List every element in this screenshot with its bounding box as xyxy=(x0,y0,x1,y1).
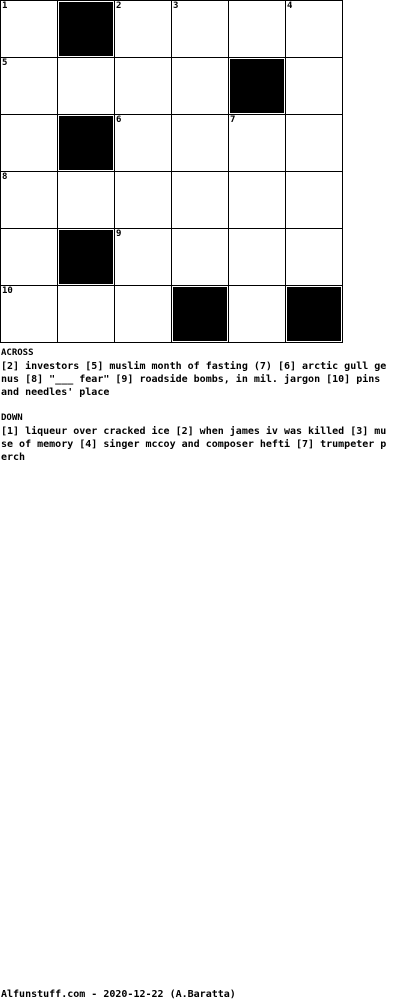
grid-cell[interactable] xyxy=(58,172,115,229)
grid-cell[interactable] xyxy=(286,115,343,172)
down-heading: DOWN xyxy=(1,413,23,423)
grid-cell[interactable] xyxy=(172,115,229,172)
grid-cell[interactable] xyxy=(115,58,172,115)
clue-number: 1 xyxy=(2,1,8,11)
clue-number: 7 xyxy=(230,115,236,125)
grid-cell[interactable] xyxy=(229,286,286,343)
grid-cell[interactable] xyxy=(172,58,229,115)
grid-cell[interactable] xyxy=(286,229,343,286)
clue-number: 3 xyxy=(173,1,179,11)
across-heading: ACROSS xyxy=(1,348,34,358)
grid-cell[interactable] xyxy=(286,1,343,58)
grid-cell[interactable] xyxy=(286,172,343,229)
black-cell xyxy=(58,115,115,172)
crossword-grid xyxy=(0,0,343,343)
clue-number: 5 xyxy=(2,58,8,68)
grid-cell[interactable] xyxy=(172,229,229,286)
grid-cell[interactable] xyxy=(229,1,286,58)
grid-cell[interactable] xyxy=(1,229,58,286)
grid-cell[interactable] xyxy=(115,1,172,58)
black-cell xyxy=(286,286,343,343)
black-cell xyxy=(172,286,229,343)
grid-cell[interactable] xyxy=(115,172,172,229)
black-cell xyxy=(229,58,286,115)
grid-cell[interactable] xyxy=(172,172,229,229)
grid-cell[interactable] xyxy=(115,115,172,172)
grid-cell[interactable] xyxy=(286,58,343,115)
grid-cell[interactable] xyxy=(1,172,58,229)
grid-cell[interactable] xyxy=(115,286,172,343)
grid-cell[interactable] xyxy=(115,229,172,286)
clue-number: 6 xyxy=(116,115,122,125)
clue-number: 4 xyxy=(287,1,293,11)
clues-panel xyxy=(1,347,387,464)
across-clues: [2] investors [5] muslim month of fasting (7) [6] arctic gull genus [8] "___ fear" [9] roadside bombs, in mil. jargon [10] pins and needles' place xyxy=(1,361,387,398)
black-cell xyxy=(58,1,115,58)
footer-credit: Alfunstuff.com - 2020-12-22 (A.Baratta) xyxy=(1,989,236,1000)
grid-cell[interactable] xyxy=(1,115,58,172)
clue-number: 10 xyxy=(2,286,13,296)
grid-cell[interactable] xyxy=(1,58,58,115)
grid-cell[interactable] xyxy=(229,172,286,229)
down-clues: [1] liqueur over cracked ice [2] when james iv was killed [3] muse of memory [4] singer mccoy and composer hefti [7] trumpeter perch xyxy=(1,426,387,463)
clue-number: 9 xyxy=(116,229,122,239)
clue-number: 2 xyxy=(116,1,122,11)
grid-cell[interactable] xyxy=(229,115,286,172)
black-cell xyxy=(58,229,115,286)
grid-cell[interactable] xyxy=(229,229,286,286)
grid-cell[interactable] xyxy=(172,1,229,58)
grid-cell[interactable] xyxy=(58,58,115,115)
grid-cell[interactable] xyxy=(1,286,58,343)
grid-cell[interactable] xyxy=(58,286,115,343)
grid-cell[interactable] xyxy=(1,1,58,58)
clue-number: 8 xyxy=(2,172,8,182)
clue-section-gap xyxy=(1,399,387,412)
